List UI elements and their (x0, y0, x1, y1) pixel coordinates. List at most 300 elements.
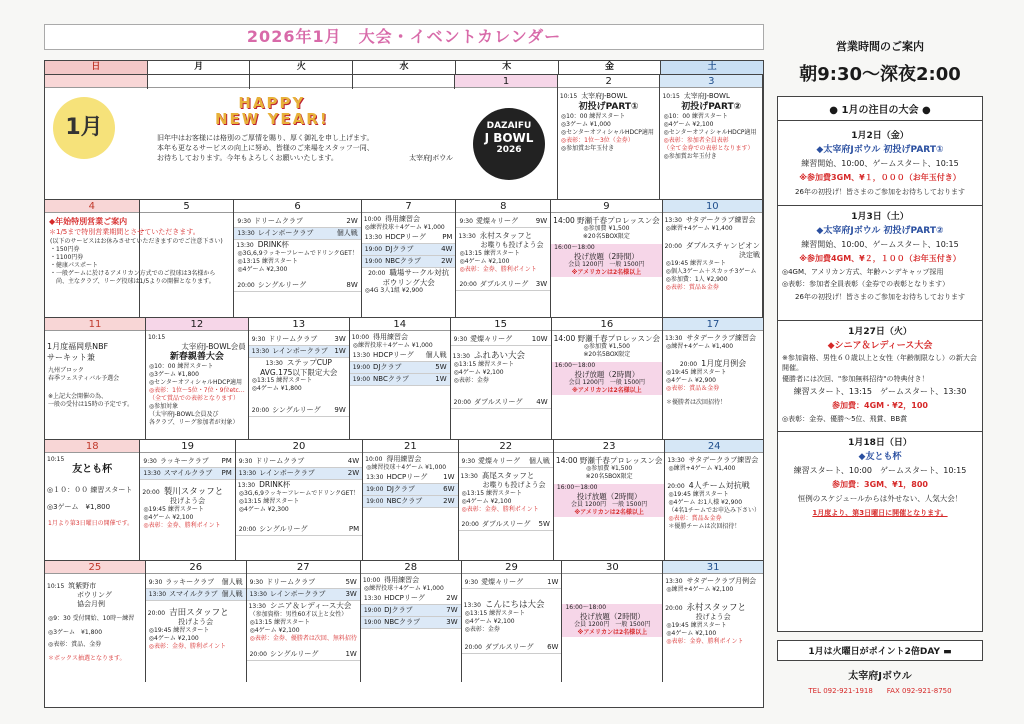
event-title: 1月度福岡県NBF (47, 342, 109, 351)
event-title: ステップCUP (286, 358, 332, 367)
event-detail: ◎練習投球＋4ゲーム ¥1,000 (363, 585, 444, 592)
bowling-icon: ● (829, 105, 842, 116)
event-detail: ◎4ゲーム ¥2,900 (666, 377, 717, 384)
event-detail: ◎センターオフィシャルHDCP適用 (148, 379, 242, 386)
club-week: 9W (535, 217, 548, 225)
info-panel (777, 24, 983, 696)
event-detail: ◎4ゲーム ¥2,100 (663, 121, 714, 128)
day-number: 31 (663, 561, 763, 574)
event-detail: ※アメリカンは2名様以上 (574, 509, 644, 516)
event-title: 筑紫野市 (68, 582, 97, 590)
day-number: 8 (456, 200, 550, 213)
event-detail: ◎10：00 練習スタート (663, 113, 728, 120)
event-title: シニア＆レディース大会 (269, 601, 352, 610)
event-detail: ◎4ゲーム ¥2,100 (666, 630, 717, 637)
event-detail: ◎4ゲーム ¥1,800 (251, 385, 302, 392)
day-12 (146, 318, 249, 439)
event-detail: ◎練習投球＋4ゲーム ¥1,000 (352, 342, 433, 349)
day-number: 11 (45, 318, 145, 331)
club-week: 1W (334, 347, 346, 355)
event-time: 10:15 (147, 334, 166, 341)
club-name: ラッキークラブ (159, 457, 209, 465)
day-6: 6 9:30 ドリームクラブ 2W 13:30 レインボークラブ 個人戦 13:30 DRINK杯 ◎3G,6,9ラッキーフレームでドリンクGET！ ◎13:15 練習スタート ◎4ゲーム ¥2,300 20:00 シングルリーグ 8W (234, 200, 361, 317)
event-title: 1月度月例会 (701, 359, 747, 368)
club-name: ドリームクラブ (266, 578, 316, 586)
day-28: 28 10:00 得用練習会 ◎練習投球＋4ゲーム ¥1,000 13:30 HDCPリーグ 2W 19:00 DJクラブ 7W 19:00 NBCクラブ 3W (361, 561, 462, 682)
featured-fee: ※参加費4GM、¥２，１００（お年玉付き） (799, 254, 961, 263)
day-3 (660, 75, 763, 199)
business-hours: 朝9:30～深夜2:00 (799, 64, 961, 85)
event-title: 4人チーム対抗戦 (688, 481, 750, 490)
event-detail: ◎4ゲーム ¥2,100 (464, 618, 515, 625)
event-title: ダブルスチャンピオン (685, 241, 761, 250)
day-number: 17 (663, 318, 763, 331)
club-name: DJクラブ (373, 363, 402, 371)
event-detail: ◎19:45 練習スタート (148, 627, 210, 634)
event-detail: ◎13:15 練習スタート (251, 377, 313, 384)
event-detail: ◎表彰：金券 (453, 377, 489, 384)
event-detail: ◎表彰：金券、勝利ポイント (459, 266, 537, 273)
club-name: レインボークラブ (272, 347, 328, 355)
event-detail: ◎13:15 練習スタート (237, 258, 298, 265)
event-title: 太宰府J-BOWL (581, 92, 628, 100)
featured-name: ◆シニア＆レディース大会 (827, 341, 933, 351)
featured-name: ◆太宰府Jボウル 初投げPART② (816, 226, 944, 236)
event-detail: ◎センターオフィシャルHDCP適用 (560, 129, 654, 136)
event-detail: ◎3ゲーム ¥1,800 (148, 371, 199, 378)
club-week: 9W (334, 406, 346, 414)
event-detail: ◎参加費：1人 ¥2,900 (665, 276, 728, 283)
club-name: 愛燦々リーグ (478, 457, 521, 465)
event-detail: ◎表彰：金券、勝利ポイント (461, 506, 539, 513)
club-week: 5W (345, 578, 357, 586)
event-detail: ◎表彰：参加者全員表彰 (663, 137, 729, 144)
footer-brand: 太宰府Jボウル (848, 671, 912, 682)
day-18 (45, 440, 140, 560)
featured-fee: 参加費：3GM、¥1，800 (832, 480, 928, 489)
day-22: 22 9:30 愛燦々リーグ 個人戦 13:30 髙尾スタッフと お喋りも投げよう会 ◎13:15 練習スタート ◎4ゲーム ¥2,100 ◎表彰：金券、勝利ポイント 20:00 ダブルスリーグ 5W (459, 440, 554, 560)
points-bonus-text: 1月は火曜日がポイント2倍DAY (808, 647, 940, 657)
event-title: 投げ放題（2時間） (574, 370, 640, 379)
new-year-title-line2: NEW YEAR! (215, 110, 329, 128)
event-detail: ◎表彰：1位～5位・7位・9位etc… (148, 387, 245, 394)
event-detail: ◎練習+4ゲーム ¥1,400 (668, 465, 736, 472)
club-name: ダブルスリーグ (484, 643, 534, 651)
event-title: 得用練習会 (373, 333, 409, 341)
notice-title: ◆年始特別営業ご案内 (49, 217, 128, 226)
club-name: HDCPリーグ (373, 351, 414, 359)
club-name: NBCクラブ (373, 375, 409, 383)
club-week: 5W (538, 520, 550, 528)
event-detail: ◎3ゲーム ¥1,800 (47, 503, 111, 511)
day-number: 3 (660, 75, 762, 88)
featured-title-text: 1月の注目の大会 (841, 105, 919, 116)
new-year-title (215, 95, 329, 127)
logo-text: 2026 (496, 145, 522, 155)
day-9 (551, 200, 662, 317)
weekday-mon: 月 (148, 61, 251, 74)
event-title: 投げ放題（2時間） (579, 612, 645, 621)
club-week: 2W (346, 217, 358, 225)
event-time: 10:15 (559, 93, 578, 100)
club-week: 個人戦 (221, 578, 243, 586)
featured-detail: 練習開始、10:00、ゲームスタート、10:15 (801, 159, 959, 168)
event-detail: ◎表彰：賞品＆金券 (666, 385, 720, 392)
club-week: 1W (345, 650, 357, 658)
day-number: 24 (665, 440, 763, 453)
club-week: 4W (347, 457, 360, 465)
event-detail: ◎19:45 練習スタート (666, 369, 727, 376)
club-name: NBCクラブ (385, 257, 421, 265)
event-detail: 会員 1200円 一般 1500円 (568, 379, 645, 386)
event-detail: ◎センターオフィシャルHDCP適用 (663, 129, 757, 136)
club-name: DJクラブ (384, 606, 413, 614)
day-29: 29 9:30 愛燦々リーグ 1W 13:30 こんにちは大会 ◎13:15 練習スタート ◎4ゲーム ¥2,100 ◎表彰：金券 20:00 ダブルスリーグ 6W (462, 561, 563, 682)
featured-detail: ◎4GM、アメリカン方式、年齢ハンデキャップ採用 (782, 268, 944, 276)
day-19: 19 9:30 ラッキークラブ PM 13:30 スマイルクラブ PM 20:00 製川スタッフと 投げよう会 ◎19:45 練習スタート ◎4ゲーム ¥2,100 ◎表彰：金券、勝利ポイント (140, 440, 235, 560)
bowling-icon: ● (918, 105, 931, 116)
event-detail: ◎練習+4ゲーム ¥1,400 (665, 225, 733, 232)
day-number: 19 (140, 440, 234, 453)
event-detail: （4名1チームでお申込み下さい） (668, 507, 760, 514)
day-15: 15 9:30 愛燦々リーグ 10W 13:30 ふれあい大会 ◎13:15 練習スタート ◎4ゲーム ¥2,100 ◎表彰：金券 20:00 ダブルスリーグ 4W (451, 318, 552, 439)
featured-fee: 参加費：4GM・¥2，100 (832, 401, 928, 410)
featured-fee: ※参加費3GM、¥１，０００（お年玉付き） (799, 173, 961, 182)
club-name: レインボークラブ (269, 590, 326, 598)
event-detail: ◎表彰：金券、勝利ポイント (148, 643, 227, 650)
club-week: 2W (446, 594, 458, 602)
day-number: 29 (462, 561, 562, 574)
message-line: 旧年中はお客様には格別のご厚情を賜り、厚く御礼を申し上げます。 (157, 134, 374, 142)
event-title: 友とも杯 (72, 464, 113, 475)
event-title: 決定戦 (739, 251, 761, 259)
event-time: 10:15 (47, 456, 65, 463)
day-11 (45, 318, 146, 439)
event-detail: ◎表彰：1位～3位（金券） (560, 137, 634, 144)
page-title: 2026年1月 大会・イベントカレンダー (44, 24, 764, 50)
notice-line: ＊1/5まで特別営業期間とさせていただきます。 (49, 228, 200, 236)
club-week: 1W (443, 473, 455, 481)
event-title: サタデークラブ練習会 (688, 456, 759, 464)
event-title: 14:00 野瀬千春プロレッスン会 (555, 456, 663, 465)
event-detail: ＊優勝者は次回招待！ (666, 399, 727, 406)
event-title: DRINK杯 (257, 240, 289, 249)
event-detail: ※20名5BOX限定 (582, 233, 630, 240)
featured-detail: ◎表彰：参加者全員表彰（金券での表彰となります） (782, 280, 950, 288)
club-name: 愛燦々リーグ (470, 335, 513, 343)
weekday-sat: 土 (661, 61, 763, 74)
event-title: 初投げPART① (578, 102, 639, 112)
club-week: PM (348, 525, 360, 533)
day-24: 24 13:30 サタデークラブ練習会 ◎練習+4ゲーム ¥1,400 20:00 4人チーム対抗戦 ◎19:45 練習スタート ◎4ゲーム お1人様 ¥2,900 （4名1チームでお申込み下さい） ◎表彰：賞品＆金券 ＊優勝チームは次回招待！ (665, 440, 763, 560)
event-detail: ◎19:45 練習スタート (668, 491, 729, 498)
notice-line: 尚、主なクラブ、リーグ投球は1/5よりの開催となります。 (50, 278, 215, 285)
event-detail: ◎3ゲーム ¥1,800 (48, 629, 103, 636)
event-detail: ◎参加賞お年玉付き (663, 153, 717, 160)
club-week: PM (221, 457, 232, 465)
notice-line: ・健康パスポート (50, 262, 99, 269)
message-line: お待ちしております。今年もよろしくお願いいたします。 (157, 154, 338, 162)
club-week: 10W (531, 335, 548, 343)
event-title: 職場サークル対抗 (389, 268, 450, 277)
club-week: 6W (443, 485, 455, 493)
club-week: 3W (345, 590, 357, 598)
day-13: 13 9:30 ドリームクラブ 3W 13:30 レインボークラブ 1W 13:30 ステップCUP AVG.175以下限定大会 ◎13:15 練習スタート ◎4ゲーム ¥1,800 20:00 シングルリーグ 9W (249, 318, 350, 439)
club-week: PM (442, 233, 453, 241)
club-name: レインボークラブ (257, 229, 314, 237)
day-17: 17 13:30 サタデークラブ練習会 ◎練習+4ゲーム ¥1,400 20:00 1月度月例会 ◎19:45 練習スタート ◎4ゲーム ¥2,900 ◎表彰：賞品＆金券 ＊優勝者は次回招待！ (663, 318, 763, 439)
club-week: 6W (547, 643, 559, 651)
event-time: 16:00～18:00 (565, 604, 607, 611)
club-week: 3W (334, 335, 346, 343)
club-name: HDCPリーグ (384, 594, 425, 602)
day-30 (562, 561, 663, 682)
event-detail: ◎表彰：賞品、金券 (48, 641, 102, 648)
club-name: ダブルスリーグ (481, 520, 531, 528)
event-detail: ◎１０：００ 練習スタート (47, 486, 133, 494)
featured-detail: ※参加資格、男性６０歳以上と女性（年齢制限なし）の新大会開催。 (782, 354, 977, 372)
club-week: 5W (435, 363, 447, 371)
day-number: 28 (361, 561, 461, 574)
event-detail: ◎4G 3人1組 ¥2,900 (364, 287, 423, 294)
club-name: ラッキークラブ (165, 578, 215, 586)
featured-name: ◆太宰府Jボウル 初投げPART① (816, 145, 944, 155)
event-title: 得用練習会 (386, 455, 422, 463)
featured-detail: 練習開始、10:00、ゲームスタート、10:15 (801, 240, 959, 249)
points-bonus-banner (777, 640, 983, 661)
logo-text: J BOWL (484, 131, 534, 145)
event-title: サーキット兼 (47, 353, 95, 362)
event-detail: （全て金券での表彰となります） (663, 145, 754, 152)
event-detail: ◎13:15 練習スタート (461, 490, 522, 497)
day-21: 21 10:00 得用練習会 ◎練習投球＋4ゲーム ¥1,000 13:30 HDCPリーグ 1W 19:00 DJクラブ 6W 19:00 NBCクラブ 2W (363, 440, 458, 560)
day-number: 2 (558, 75, 660, 88)
notice-line: ・一般ゲームに於けるアメリカン方式でのご投球は3名様から (50, 270, 216, 277)
weekday-wed: 水 (353, 61, 456, 74)
day-26: 26 9:30 ラッキークラブ 個人戦 13:30 スマイルクラブ 個人戦 20:00 吉田スタッフと 投げよう会 ◎19:45 練習スタート ◎4ゲーム ¥2,100 ◎表彰：金券、勝利ポイント (146, 561, 247, 682)
event-detail: ◎9：30 受付開始、10時～練習 (48, 615, 135, 622)
event-detail: ◎練習投球＋4ゲーム ¥1,000 (366, 464, 447, 471)
event-detail: ◎4ゲーム ¥2,300 (238, 506, 289, 513)
club-week: 2W (441, 257, 453, 265)
club-name: シングルリーグ (269, 650, 319, 658)
event-title: 投げよう会 (695, 613, 731, 621)
featured-events (777, 96, 983, 632)
event-title: サタデークラブ練習会 (686, 334, 756, 342)
day-number: 12 (146, 318, 248, 331)
club-week: 個人戦 (425, 351, 447, 359)
event-detail: 会員 1200円 一般 1500円 (568, 261, 645, 268)
event-detail: ◎4ゲーム ¥2,100 (148, 635, 199, 642)
club-week: 4W (441, 245, 453, 253)
event-detail: ◎個人3ゲーム＋スカッチ3ゲーム (665, 268, 757, 275)
club-week: 7W (446, 606, 458, 614)
week-4 (45, 440, 763, 561)
day-number: 10 (663, 200, 762, 213)
day-number: 26 (146, 561, 246, 574)
notice-line: ・150円券 (50, 246, 80, 253)
day-number: 30 (562, 561, 662, 574)
event-detail: ※20名5BOX限定 (585, 473, 633, 480)
event-title: 投げ放題（2時間） (574, 252, 639, 261)
week-3 (45, 318, 763, 440)
event-title: 初投げPART② (681, 102, 742, 112)
club-name: ドリームクラブ (253, 217, 303, 225)
event-detail: ◎4ゲーム ¥2,100 (249, 627, 300, 634)
day-number: 15 (451, 318, 551, 331)
day-number: 18 (45, 440, 139, 453)
event-title: AVG.175以下限定大会 (260, 368, 338, 377)
event-detail: （参加資格：男性60才以上と女性） (249, 611, 348, 618)
event-detail: ◎参加賞お年玉付き (560, 145, 615, 152)
club-name: ダブルスリーグ (479, 280, 529, 288)
event-title: 協会月例 (77, 600, 105, 608)
featured-detail: 練習スタート、13:15 ゲームスタート、13:30 (793, 387, 967, 396)
week-2 (45, 200, 763, 318)
club-name: シングルリーグ (259, 525, 308, 533)
event-detail: ◎13:15 練習スタート (238, 498, 300, 505)
week-1 (45, 75, 763, 200)
day-16 (552, 318, 663, 439)
event-title: サタデークラブ月例会 (686, 577, 757, 585)
event-time: 16:00～18:00 (554, 244, 595, 251)
weekday-fri: 金 (559, 61, 662, 74)
featured-date: 1月27日（火） (778, 320, 982, 339)
event-detail: ◎参加費 ¥1,500 (586, 465, 633, 472)
club-week: PM (221, 469, 232, 477)
club-name: レインボークラブ (259, 469, 315, 477)
club-week: 4W (536, 398, 548, 406)
event-detail: ◎19:45 練習スタート (666, 622, 727, 629)
day-number: 6 (234, 200, 360, 213)
event-title: 製川スタッフと (163, 487, 224, 497)
logo-text: DAZAIFU (486, 121, 532, 131)
day-8: 8 9:30 愛燦々リーグ 9W 13:30 永村スタッフと お喋りも投げよう会 ◎13:15 練習スタート ◎4ゲーム ¥2,100 ◎表彰：金券、勝利ポイント 20:00 ダブルスリーグ 3W (456, 200, 551, 317)
day-7: 7 10:00 得用練習会 ◎練習投球＋4ゲーム ¥1,000 13:30 HDCPリーグ PM 19:00 DJクラブ 4W 19:00 NBCクラブ 2W 20:00 職場サークル対抗 ボウリング大会 ◎4G 3人1組 ¥2,900 (362, 200, 457, 317)
day-27: 27 9:30 ドリームクラブ 5W 13:30 レインボークラブ 3W 13:30 シニア＆レディース大会 （参加資格：男性60才以上と女性） ◎13:15 練習スタート ◎4ゲーム ¥2,100 ◎表彰：金券、優勝者は次回、無料招待 20:00 シングルリーグ 1W (247, 561, 361, 682)
week-5 (45, 561, 763, 682)
club-name: NBCクラブ (386, 497, 423, 505)
business-hours-title: 営業時間のご案内 (836, 40, 924, 53)
notice-line: (以下のサービスはお休みさせていただきますのでご注意下さい) (50, 238, 223, 245)
day-number: 4 (45, 200, 139, 213)
club-name: ドリームクラブ (268, 335, 318, 343)
event-detail: ◎19:45 練習スタート (665, 260, 727, 267)
day-number: 13 (249, 318, 349, 331)
event-detail: ◎練習+4ゲーム ¥1,400 (666, 343, 734, 350)
event-detail: 一般の受付は15時の予定です。 (48, 401, 134, 408)
event-time: 10:15 (47, 583, 65, 590)
event-detail: ◎4ゲーム ¥2,100 (453, 369, 504, 376)
event-title: こんにちは大会 (484, 600, 545, 610)
event-detail: ◎4ゲーム ¥2,300 (237, 266, 288, 273)
club-name: ドリームクラブ (255, 457, 305, 465)
event-detail: ※アメリカンは2名様以上 (577, 629, 648, 636)
event-detail: ◎10：00 練習スタート (560, 113, 626, 120)
event-detail: 九州ブロック (48, 367, 84, 374)
event-title: 太宰府J-BOWL会員 (181, 342, 246, 351)
weekday-header (45, 61, 763, 75)
club-week: 1W (547, 578, 559, 586)
day-number: 16 (552, 318, 662, 331)
day-number: 7 (362, 200, 456, 213)
weekday-sun: 日 (45, 61, 148, 74)
weekday-tue: 火 (250, 61, 353, 74)
day-number: 23 (554, 440, 664, 453)
day-number: 14 (350, 318, 450, 331)
event-detail: ◎3G,6,9ラッキーフレームでドリンクGET！ (238, 490, 360, 497)
club-name: シングルリーグ (257, 281, 307, 289)
event-title: ボウリング (77, 591, 112, 599)
club-name: NBCクラブ (384, 618, 420, 626)
event-title: 髙尾スタッフと (481, 471, 535, 480)
club-week: 3W (446, 618, 458, 626)
day-23 (554, 440, 665, 560)
event-title: 14:00 野瀬千春プロレッスン会 (553, 334, 661, 343)
club-week: 2W (347, 469, 360, 477)
event-detail: 会員 1200円 一般 1500円 (570, 501, 648, 508)
event-detail: ◎表彰：金券、優勝者は次回、無料招待 (249, 635, 357, 642)
day-2 (558, 75, 661, 199)
event-title: ふれあい大会 (473, 351, 525, 361)
event-detail: 1月より第3日曜日の開催です。 (48, 520, 134, 527)
club-week: 1W (435, 375, 447, 383)
club-name: スマイルクラブ (163, 469, 213, 477)
event-detail: （全て賞品での表彰となります） (148, 395, 239, 402)
notice-line: ・1100円券 (50, 254, 84, 261)
featured-detail: 恒例のスケジュールからは外せない、人気大会！ (797, 494, 963, 503)
event-title: 新春親善大会 (169, 352, 224, 362)
featured-name: ◆友とも杯 (858, 452, 902, 462)
event-detail: ＊ボックス抽選となります。 (48, 655, 126, 662)
event-title: お喋りも投げよう会 (480, 241, 544, 249)
club-name: シングルリーグ (272, 406, 321, 414)
event-title: 14:00 野瀬千春プロレッスン会 (553, 216, 660, 225)
event-detail: ◎練習投球＋4ゲーム ¥1,000 (364, 224, 445, 231)
club-name: スマイルクラブ (169, 590, 218, 598)
event-detail: 春季フェスティバル予選会 (48, 375, 120, 382)
event-time: 10:15 (662, 93, 680, 100)
event-detail: ◎19:45 練習スタート (143, 506, 204, 513)
event-detail: ◎3ゲーム ¥1,000 (560, 121, 611, 128)
featured-detail: 1月度より、第3日曜日に開催となります。 (812, 509, 948, 517)
day-10: 10 13:30 サタデークラブ練習会 ◎練習+4ゲーム ¥1,400 20:00 ダブルスチャンピオン 決定戦 ◎19:45 練習スタート ◎個人3ゲーム＋スカッチ3ゲーム ◎参加費：1人 ¥2,900 ◎表彰：賞品＆金券 (663, 200, 763, 317)
event-detail: ◎表彰：金券、勝利ポイント (143, 522, 221, 529)
event-title: お喋りも投げよう会 (482, 481, 546, 489)
event-title: 得用練習会 (385, 215, 421, 223)
event-detail: ◎練習+4ゲーム ¥2,100 (666, 586, 734, 593)
featured-detail: ◎表彰：金券、優勝～5位、飛賞、BB賞 (782, 415, 908, 423)
event-detail: 会員 1200円 一般 1500円 (574, 621, 651, 628)
featured-title (778, 97, 982, 121)
event-detail: ◎13:15 練習スタート (249, 619, 311, 626)
event-detail: ◎13:15 練習スタート (464, 610, 526, 617)
message-signature: 太宰府Jボウル (409, 154, 453, 162)
day-number: 5 (140, 200, 234, 213)
card-icon: ▬ (943, 647, 952, 657)
day-25 (45, 561, 146, 682)
club-week: 3W (535, 280, 548, 288)
event-detail: ◎4ゲーム ¥2,100 (461, 498, 512, 505)
event-detail: ◎4ゲーム ¥2,100 (459, 258, 510, 265)
club-week: 個人戦 (336, 229, 358, 237)
new-year-logo: 1月 (53, 97, 115, 159)
club-name: DJクラブ (385, 245, 414, 253)
message-line: 本年も更なるサービスの向上に努め、皆様のご来場をスタッフ一同、 (157, 144, 374, 152)
event-detail: ◎10：00 練習スタート (148, 363, 214, 370)
event-detail: ◎13:15 練習スタート (459, 250, 520, 257)
event-detail: ※20名5BOX限定 (583, 351, 631, 358)
